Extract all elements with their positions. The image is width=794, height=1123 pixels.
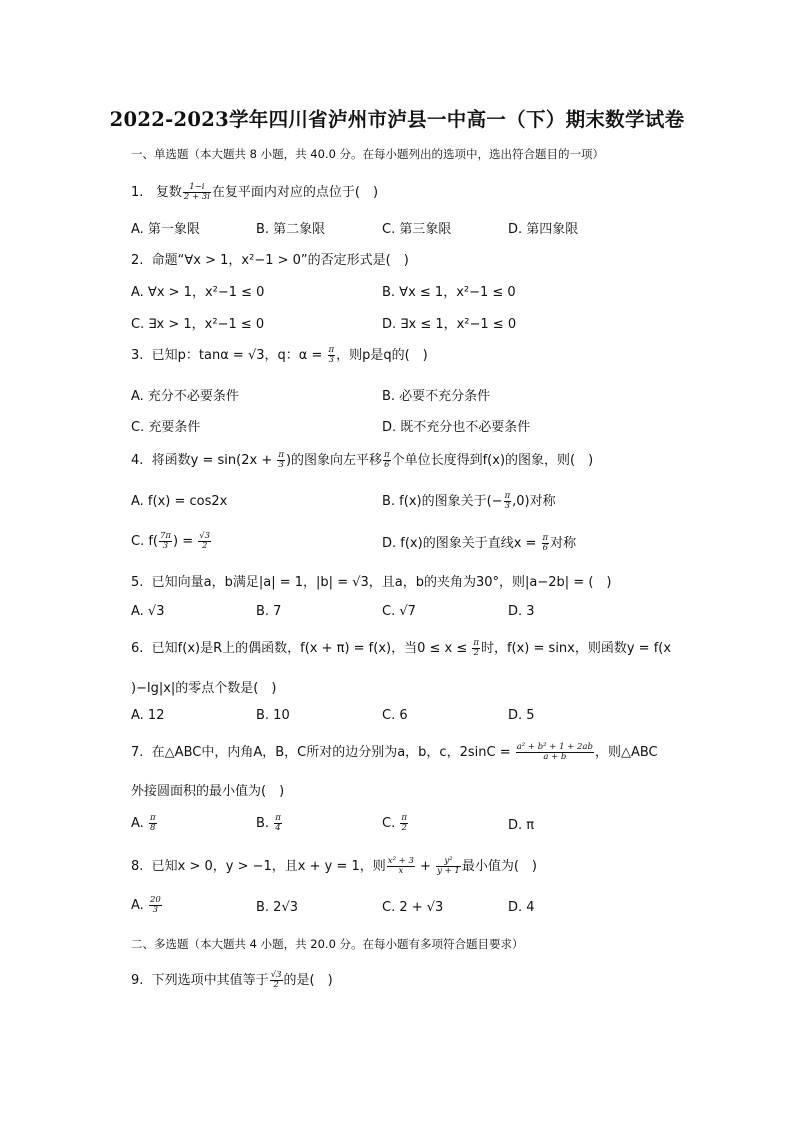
q5-option-d[interactable]: D. 3 [508, 604, 535, 619]
q6-option-d[interactable]: D. 5 [508, 708, 535, 723]
fraction: $\frac{\pi}{6}$ [542, 533, 549, 553]
question-number: 1. [131, 185, 144, 200]
q3-option-a[interactable]: A. 充分不必要条件 [131, 389, 239, 404]
q4-option-d[interactable]: D. f(x)的图象关于直线x = $\frac{\pi}{6}$ 对称 [382, 533, 577, 553]
q8-option-c[interactable]: C. 2 + √3 [382, 900, 444, 915]
section-heading-multiple-choice: 二、多选题（本大题共 4 小题，共 20.0 分。在每小题有多项符合题目要求） [131, 937, 524, 951]
exam-title: 2022-2023学年四川省泸州市泸县一中高一（下）期末数学试卷 [109, 108, 685, 131]
fraction: $\frac{20}{3}$ [149, 895, 161, 915]
question-5: 5. 已知向量a，b满足|a| = 1，|b| = √3，且a，b的夹角为30°，则|a−2b| = ( ) [131, 575, 612, 590]
q4-option-b[interactable]: B. f(x)的图象关于(− $\frac{\pi}{3}$ ,0)对称 [382, 491, 556, 511]
question-number: 8. [131, 859, 144, 874]
question-2: 2. 命题“∀x > 1，x²−1 > 0”的否定形式是( ) [131, 253, 409, 268]
q8-option-d[interactable]: D. 4 [508, 900, 535, 915]
fraction: $\frac{\text{a² + b² + 1 + 2ab}}{a + b}$ [516, 742, 593, 762]
question-1: 1. 复数 $\frac{1-i}{2 + 3i}$ 在复平面内对应的点位于( ) [131, 182, 379, 202]
question-7-continued: 外接圆面积的最小值为( ) [131, 784, 285, 799]
fraction: $\frac{√3}{2}$ [199, 531, 211, 551]
question-8: 8. 已知x > 0，y > −1，且x + y = 1，则 $\frac{\text{x² + 3}}{x}$ + $\frac{\text{y²}}{y + 1}$ 最小值为( ) [131, 856, 537, 876]
question-number: 3. [131, 348, 144, 363]
q6-option-b[interactable]: B. 10 [256, 708, 290, 723]
q5-option-c[interactable]: C. √7 [382, 604, 416, 619]
question-number: 9. [131, 973, 144, 988]
fraction: $\frac{√3}{2}$ [270, 970, 282, 990]
fraction: $\frac{\text{y²}}{y + 1}$ [437, 856, 460, 876]
q4-option-c[interactable]: C. f( $\frac{7\pi}{3}$ ) = $\frac{√3}{2}$ [131, 531, 211, 551]
q1-option-d[interactable]: D. 第四象限 [508, 222, 579, 237]
q2-option-b[interactable]: B. ∀x ≤ 1，x²−1 ≤ 0 [382, 285, 516, 300]
question-number: 4. [131, 453, 144, 468]
q3-option-d[interactable]: D. 既不充分也不必要条件 [382, 420, 531, 435]
question-6-continued: )−lg|x|的零点个数是( ) [131, 681, 277, 696]
q3-option-c[interactable]: C. 充要条件 [131, 420, 201, 435]
fraction: $\frac{\pi}{3}$ [278, 450, 284, 470]
question-7: 7. 在△ABC中，内角A，B，C所对的边分别为a，b，c，2sinC = $\frac{\text{a² + b² + 1 + 2ab}}{a + b}$ ，则△ABC [131, 742, 658, 762]
question-9: 9. 下列选项中其值等于 $\frac{√3}{2}$ 的是( ) [131, 970, 333, 990]
q1-option-c[interactable]: C. 第三象限 [382, 222, 452, 237]
q8-option-b[interactable]: B. 2√3 [256, 900, 299, 915]
fraction: $\frac{\pi}{4}$ [275, 813, 281, 833]
q2-option-c[interactable]: C. ∃x > 1，x²−1 ≤ 0 [131, 317, 265, 332]
question-number: 6. [131, 641, 144, 656]
question-6: 6. 已知f(x)是R上的偶函数，f(x + π) = f(x)，当0 ≤ x ≤ $\frac{\pi}{2}$ 时，f(x) = sinx，则函数y = f(x [131, 638, 672, 658]
fraction: $\frac{7\pi}{3}$ [160, 531, 171, 551]
fraction: $\frac{\pi}{2}$ [401, 813, 407, 833]
question-3: 3. 已知p：tanα = √3，q：α = $\frac{\pi}{3}$ ，则p是q的( ) [131, 345, 428, 365]
q3-option-b[interactable]: B. 必要不充分条件 [382, 389, 491, 404]
q1-option-a[interactable]: A. 第一象限 [131, 222, 200, 237]
fraction: $\frac{\pi}{6}$ [384, 450, 390, 470]
question-4: 4. 将函数y = sin(2x + $\frac{\pi}{3}$ )的图象向左平移 $\frac{\pi}{6}$ 个单位长度得到f(x)的图象，则( ) [131, 450, 594, 470]
q7-option-b[interactable]: B. $\frac{\pi}{4}$ [256, 813, 281, 833]
fraction: $\frac{\text{x² + 3}}{x}$ [387, 856, 414, 876]
q5-option-b[interactable]: B. 7 [256, 604, 282, 619]
q7-option-d[interactable]: D. π [508, 818, 535, 833]
q4-option-a[interactable]: A. f(x) = cos2x [131, 494, 228, 509]
fraction: $\frac{\pi}{2}$ [473, 638, 479, 658]
fraction: $\frac{\pi}{3}$ [328, 345, 335, 365]
fraction: $\frac{\pi}{3}$ [504, 491, 511, 511]
q2-option-d[interactable]: D. ∃x ≤ 1，x²−1 ≤ 0 [382, 317, 517, 332]
fraction: $\frac{\pi}{8}$ [149, 813, 156, 833]
q1-option-b[interactable]: B. 第二象限 [256, 222, 326, 237]
q5-option-a[interactable]: A. √3 [131, 604, 165, 619]
q7-option-c[interactable]: C. $\frac{\pi}{2}$ [382, 813, 407, 833]
question-number: 7. [131, 745, 144, 760]
question-number: 5. [131, 575, 144, 590]
q2-option-a[interactable]: A. ∀x > 1，x²−1 ≤ 0 [131, 285, 265, 300]
fraction: $\frac{1-i}{2 + 3i}$ [183, 182, 210, 202]
q6-option-c[interactable]: C. 6 [382, 708, 408, 723]
q8-option-a[interactable]: A. $\frac{20}{3}$ [131, 895, 161, 915]
q6-option-a[interactable]: A. 12 [131, 708, 165, 723]
question-number: 2. [131, 253, 144, 268]
q7-option-a[interactable]: A. $\frac{\pi}{8}$ [131, 813, 156, 833]
section-heading-single-choice: 一、单选题（本大题共 8 小题，共 40.0 分。在每小题列出的选项中，选出符合题目的一项） [131, 147, 605, 161]
